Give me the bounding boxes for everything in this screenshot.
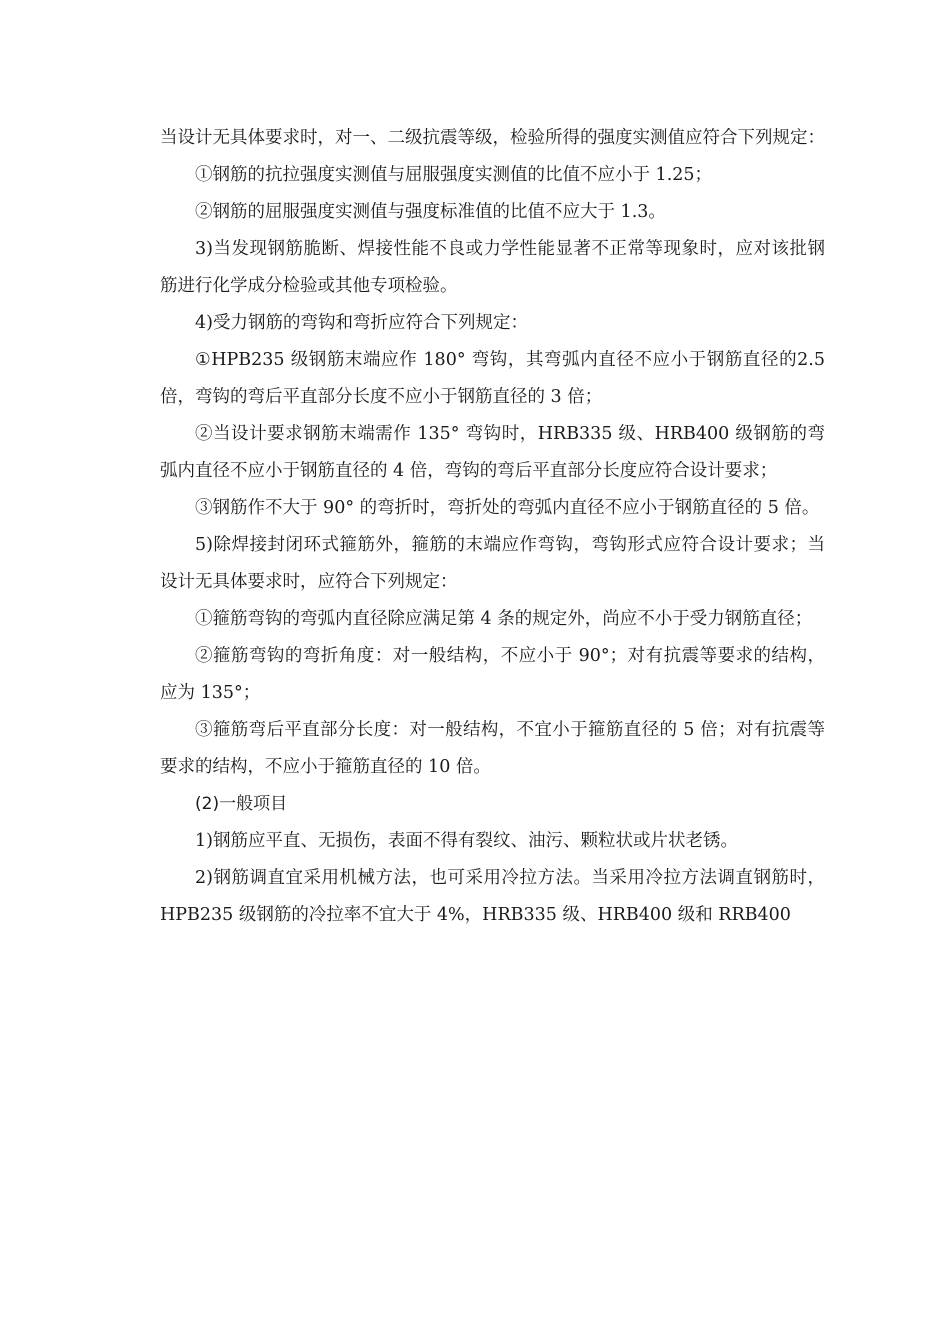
paragraph-design-requirement: 当设计无具体要求时，对一、二级抗震等级，检验所得的强度实测值应符合下列规定：: [160, 128, 825, 148]
paragraph-stirrup-hook: 5)除焊接封闭环式箍筋外，箍筋的末端应作弯钩，弯钩形式应符合设计要求；当设计无具体要求时，应符合下列规定：: [160, 535, 825, 592]
paragraph-90-bend: ③钢筋作不大于 90° 的弯折时，弯折处的弯弧内直径不应小于钢筋直径的 5 倍。: [195, 498, 820, 518]
paragraph-hook-rules: 4)受力钢筋的弯钩和弯折应符合下列规定：: [195, 313, 528, 333]
paragraph-tensile-ratio: ①钢筋的抗拉强度实测值与屈服强度实测值的比值不应小于 1.25；: [195, 165, 713, 185]
paragraph-straightening-method: 2)钢筋调直宜采用机械方法，也可采用冷拉方法。当采用冷拉方法调直钢筋时，HPB235 级钢筋的冷拉率不宜大于 4%，HRB335 级、HRB400 级和 RRB400: [160, 868, 825, 925]
section-heading-general-items: (2)一般项目: [195, 794, 288, 814]
paragraph-straight-rebar: 1)钢筋应平直、无损伤，表面不得有裂纹、油污、颗粒状或片状老锈。: [195, 831, 738, 851]
paragraph-stirrup-angle: ②箍筋弯钩的弯折角度：对一般结构，不应小于 90°；对有抗震等要求的结构，应为 135°；: [160, 646, 825, 703]
paragraph-yield-ratio: ②钢筋的屈服强度实测值与强度标准值的比值不应大于 1.3。: [195, 202, 666, 222]
paragraph-stirrup-diameter: ①箍筋弯钩的弯弧内直径除应满足第 4 条的规定外，尚应不小于受力钢筋直径；: [195, 609, 813, 629]
paragraph-135-hook: ②当设计要求钢筋末端需作 135° 弯钩时，HRB335 级、HRB400 级钢筋的弯弧内直径不应小于钢筋直径的 4 倍，弯钩的弯后平直部分长度应符合设计要求；: [160, 424, 825, 481]
document-page: [160, 120, 825, 934]
paragraph-brittle-fracture: 3)当发现钢筋脆断、焊接性能不良或力学性能显著不正常等现象时，应对该批钢筋进行化学成分检验或其他专项检验。: [160, 239, 825, 296]
paragraph-stirrup-length: ③箍筋弯后平直部分长度：对一般结构，不宜小于箍筋直径的 5 倍；对有抗震等要求的结构，不应小于箍筋直径的 10 倍。: [160, 720, 825, 777]
paragraph-hpb235-hook: ①HPB235 级钢筋末端应作 180° 弯钩，其弯弧内直径不应小于钢筋直径的2.5 倍，弯钩的弯后平直部分长度不应小于钢筋直径的 3 倍；: [160, 350, 825, 407]
